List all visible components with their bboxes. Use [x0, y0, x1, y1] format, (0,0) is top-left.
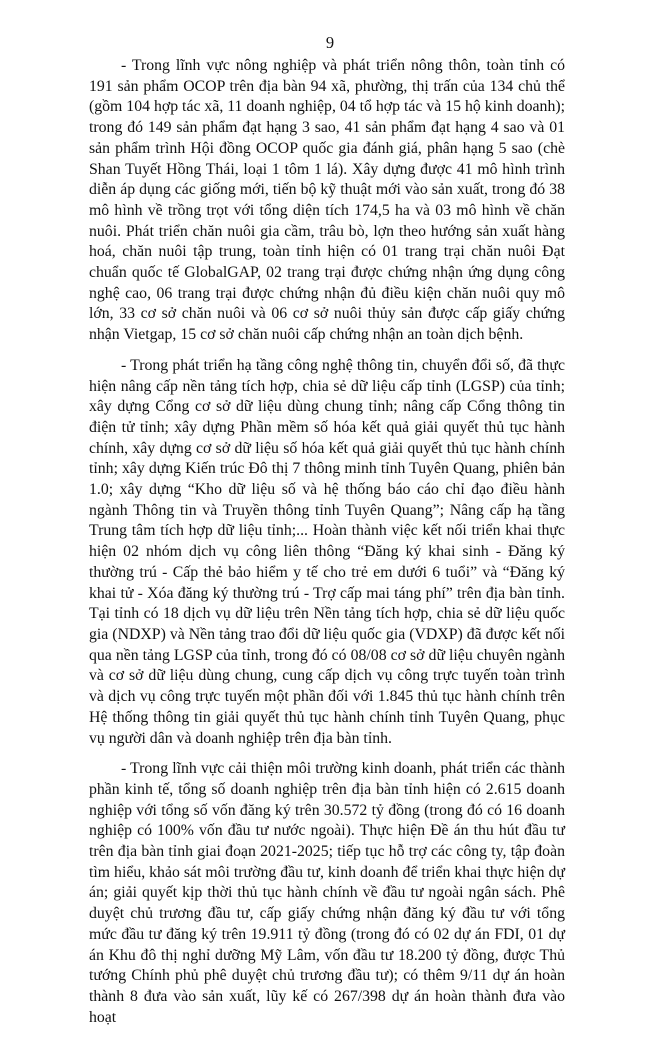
- document-body: [89, 56, 565, 1038]
- page-number: 9: [325, 33, 335, 52]
- paragraph-business-environment: - Trong lĩnh vực cải thiện môi trường kinh doanh, phát triển các thành phần kinh tế, tổng số doanh nghiệp trên địa bàn tỉnh hiện có 2.615 doanh nghiệp với tổng số vốn đăng ký trên 30.572 tỷ đồng (trong đó có 16 doanh nghiệp có 100% vốn đầu tư nước ngoài). Thực hiện Đề án thu hút đầu tư trên địa bàn tỉnh giai đoạn 2021-2025; tiếp tục hỗ trợ các công ty, tập đoàn tìm hiểu, khảo sát môi trường đầu tư, kinh doanh để triển khai thực hiện dự án; giải quyết kịp thời thủ tục hành chính về đầu tư ngoài ngân sách. Phê duyệt chủ trương đầu tư, cấp giấy chứng nhận đăng ký đầu tư với tổng mức đầu tư đăng ký trên 19.911 tỷ đồng (trong đó có 02 dự án FDI, 01 dự án Khu đô thị nghỉ dưỡng Mỹ Lâm, vốn đầu tư 18.200 tỷ đồng, được Thủ tướng Chính phủ phê duyệt chủ trương đầu tư); có thêm 9/11 dự án hoàn thành 8 đưa vào sản xuất, lũy kế có 267/398 dự án hoàn thành đưa vào hoạt: [89, 760, 565, 1026]
- paragraph-digital-transformation: - Trong phát triển hạ tầng công nghệ thông tin, chuyển đổi số, đã thực hiện nâng cấp nền tảng tích hợp, chia sẻ dữ liệu cấp tỉnh (LGSP) của tỉnh; xây dựng Cổng cơ sở dữ liệu dùng chung tỉnh; nâng cấp Cổng thông tin điện tử tỉnh; xây dựng Phần mềm số hóa kết quả giải quyết thủ tục hành chính, xây dựng cơ sở dữ liệu số hóa kết quả giải quyết thủ tục hành chính tỉnh; xây dựng Kiến trúc Đô thị 7 thông minh tỉnh Tuyên Quang, phiên bản 1.0; xây dựng “Kho dữ liệu số và hệ thống báo cáo chỉ đạo điều hành ngành Thông tin và Truyền thông tỉnh Tuyên Quang”; Nâng cấp hạ tầng Trung tâm tích hợp dữ liệu tỉnh;... Hoàn thành việc kết nối triển khai thực hiện 02 nhóm dịch vụ công liên thông “Đăng ký khai sinh - Đăng ký thường trú - Cấp thẻ bảo hiểm y tế cho trẻ em dưới 6 tuổi” và “Đăng ký khai tử - Xóa đăng ký thường trú - Trợ cấp mai táng phí” trên địa bàn tỉnh. Tại tỉnh có 18 dịch vụ dữ liệu trên Nền tảng tích hợp, chia sẻ dữ liệu quốc gia (NDXP) và Nền tảng trao đổi dữ liệu quốc gia (VDXP) đã được kết nối qua nền tảng LGSP của tỉnh, trong đó có 08/08 cơ sở dữ liệu chuyên ngành và cơ sở dữ liệu dùng chung, cung cấp dịch vụ công trực tuyến toàn trình và dịch vụ công trực tuyến một phần đối với 1.845 thủ tục hành chính trên Hệ thống thông tin giải quyết thủ tục hành chính tỉnh Tuyên Quang, phục vụ người dân và doanh nghiệp trên địa bàn tỉnh.: [89, 356, 565, 747]
- paragraph-agriculture: - Trong lĩnh vực nông nghiệp và phát triển nông thôn, toàn tỉnh có 191 sản phẩm OCOP trên địa bàn 94 xã, phường, thị trấn của 134 chủ thể (gồm 104 hợp tác xã, 11 doanh nghiệp, 04 tổ hợp tác và 15 hộ kinh doanh); trong đó 149 sản phẩm đạt hạng 3 sao, 41 sản phẩm đạt hạng 4 sao và 01 sản phẩm trình Hội đồng OCOP quốc gia đánh giá, phân hạng 5 sao (chè Shan Tuyết Hồng Thái, loại 1 tôm 1 lá). Xây dựng được 41 mô hình trình diễn áp dụng các giống mới, tiến bộ kỹ thuật mới vào sản xuất, trong đó 38 mô hình về trồng trọt với tổng diện tích 174,5 ha và 03 mô hình về chăn nuôi. Phát triển chăn nuôi gia cầm, trâu bò, lợn theo hướng sản xuất hàng hoá, chăn nuôi tập trung, toàn tỉnh hiện có 01 trang trại chăn nuôi Đạt chuẩn quốc tế GlobalGAP, 02 trang trại được chứng nhận ứng dụng công nghệ cao, 06 trang trại được chứng nhận đủ điều kiện chăn nuôi quy mô lớn, 33 cơ sở chăn nuôi và 06 cơ sở nuôi thủy sản được cấp giấy chứng nhận Vietgap, 15 cơ sở chăn nuôi cấp chứng nhận an toàn dịch bệnh.: [89, 57, 565, 344]
